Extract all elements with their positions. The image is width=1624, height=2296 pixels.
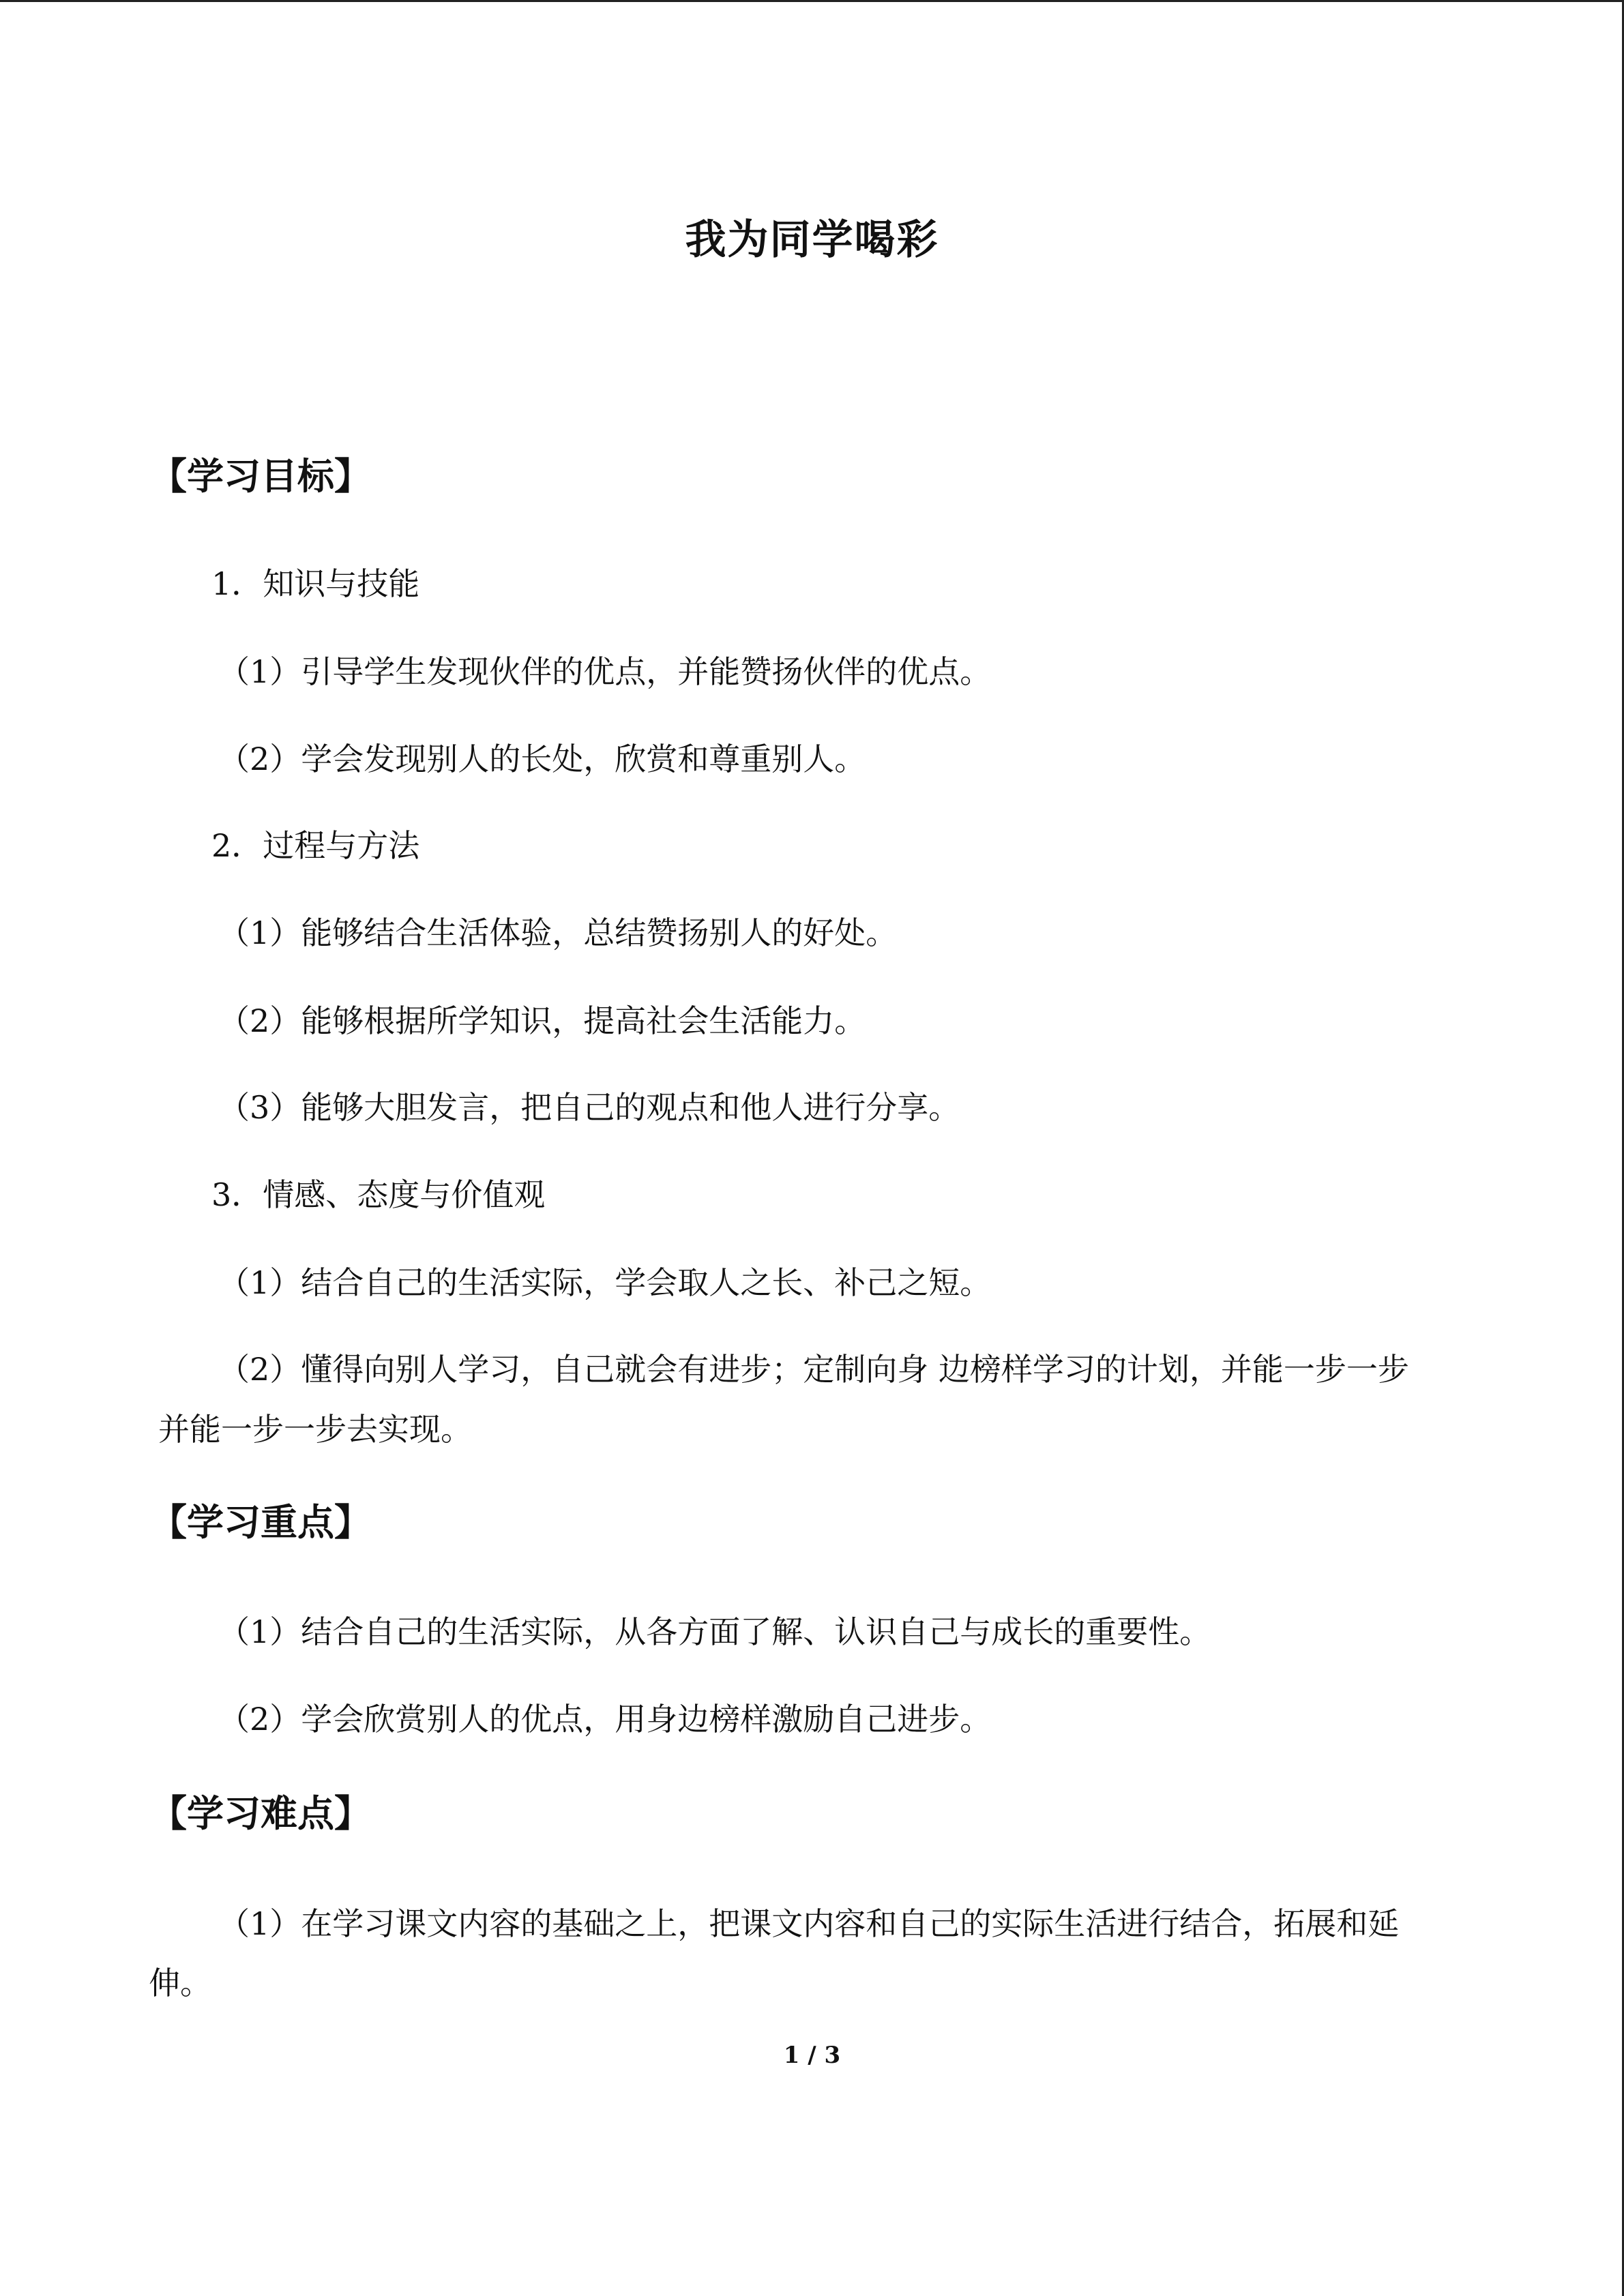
goals-line-8: 3．情感、态度与价值观 bbox=[211, 1176, 546, 1213]
difficulties-line-1: （1）在学习课文内容的基础之上，把课文内容和自己的实际生活进行结合，拓展和延 bbox=[218, 1905, 1400, 1942]
key-points-line-1: （1）结合自己的生活实际，从各方面了解、认识自己与成长的重要性。 bbox=[218, 1613, 1211, 1650]
goals-line-5: （1）能够结合生活体验，总结赞扬别人的好处。 bbox=[218, 914, 898, 951]
goals-line-3: （2）学会发现别人的长处，欣赏和尊重别人。 bbox=[218, 741, 866, 777]
page-title: 我为同学喝彩 bbox=[685, 216, 939, 264]
difficulties-line-2: 伸。 bbox=[149, 1965, 211, 2001]
goals-line-7: （3）能够大胆发言，把自己的观点和他人进行分享。 bbox=[218, 1089, 960, 1126]
section-heading-goals: 【学习目标】 bbox=[150, 454, 371, 498]
section-heading-difficulties: 【学习难点】 bbox=[150, 1791, 371, 1835]
goals-line-4: 2．过程与方法 bbox=[211, 827, 420, 864]
goals-line-11: 并能一步一步去实现。 bbox=[158, 1411, 472, 1448]
goals-line-6: （2）能够根据所学知识，提高社会生活能力。 bbox=[218, 1002, 866, 1039]
key-points-line-2: （2）学会欣赏别人的优点，用身边榜样激励自己进步。 bbox=[218, 1701, 992, 1738]
goals-line-9: （1）结合自己的生活实际，学会取人之长、补己之短。 bbox=[218, 1264, 992, 1301]
page-number: 1 / 3 bbox=[783, 2042, 841, 2069]
page-border-top bbox=[0, 0, 1624, 2]
section-heading-key-points: 【学习重点】 bbox=[150, 1500, 371, 1544]
goals-line-2: （1）引导学生发现伙伴的优点，并能赞扬伙伴的优点。 bbox=[218, 653, 992, 690]
goals-line-1: 1．知识与技能 bbox=[211, 565, 420, 602]
goals-line-10: （2）懂得向别人学习，自己就会有进步；定制向身 边榜样学习的计划，并能一步一步 bbox=[218, 1351, 1409, 1388]
